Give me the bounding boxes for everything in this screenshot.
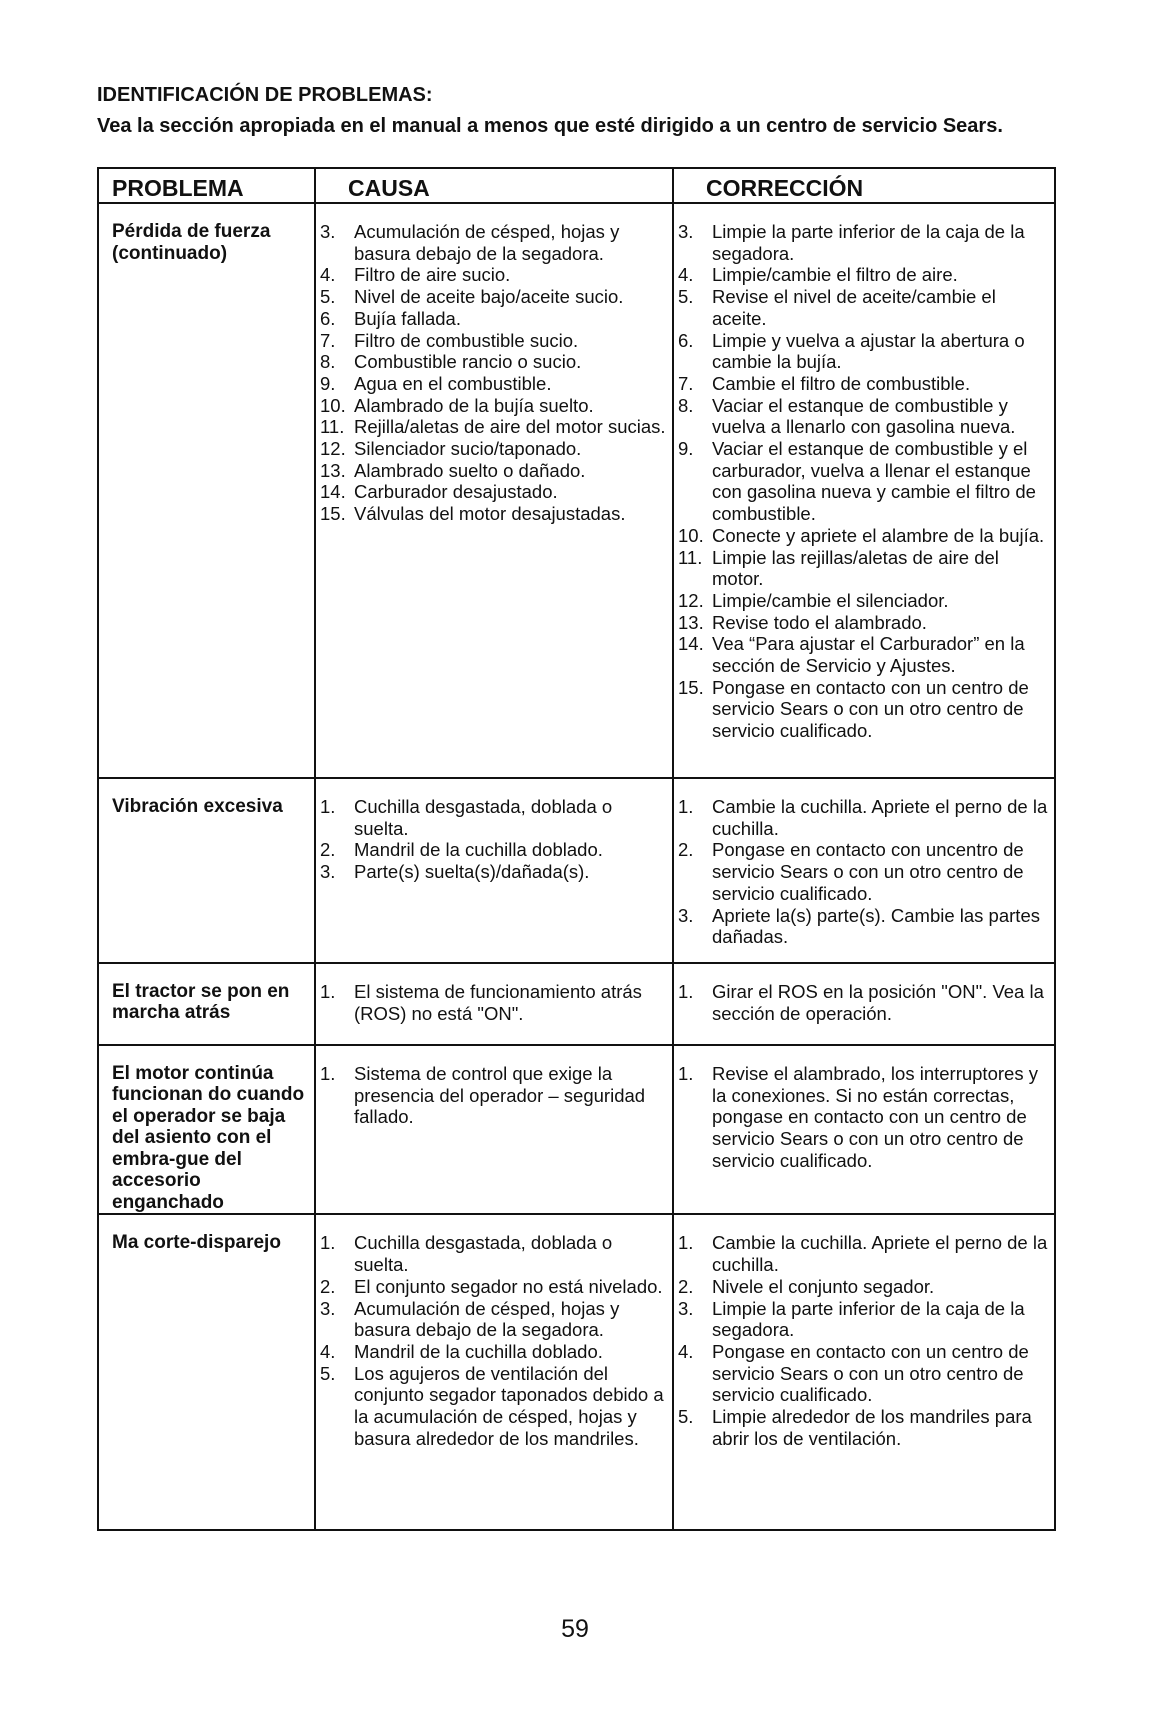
- correction-item: [678, 1232, 1052, 1275]
- cause-item: [320, 221, 670, 264]
- table-row: [98, 778, 1055, 963]
- cause-item: [320, 416, 670, 438]
- correction-text: Vaciar el estanque de combustible y el carburador, vuelva a llenar el estanque con gasolina nueva y cambie el filtro de combustible.: [712, 438, 1036, 525]
- cause-text: Combustible rancio o sucio.: [354, 351, 582, 373]
- correction-text: Revise el alambrado, los interruptores y la conexiones. Si no están correctas, pongase en contacto con un centro de servicio Sears o con un otro centro de servicio cualificado.: [712, 1062, 1038, 1171]
- cause-text: Válvulas del motor desajustadas.: [354, 503, 626, 525]
- cause-text: Agua en el combustible.: [354, 372, 552, 394]
- cause-number: 12.: [320, 438, 346, 460]
- correction-cell: [673, 778, 1055, 963]
- cause-text: Mandril de la cuchilla doblado.: [354, 1340, 603, 1362]
- cause-number: 5.: [320, 1362, 336, 1384]
- correction-item: [678, 264, 1052, 286]
- correction-text: Vaciar el estanque de combustible y vuelva a llenarlo con gasolina nueva.: [712, 394, 1016, 438]
- cause-text: Mandril de la cuchilla doblado.: [354, 839, 603, 861]
- correction-item: [678, 525, 1052, 547]
- cause-text: Alambrado de la bujía suelto.: [354, 394, 594, 416]
- correction-text: Girar el ROS en la posición "ON". Vea la sección de operación.: [712, 980, 1044, 1024]
- cause-text: Acumulación de césped, hojas y basura debajo de la segadora.: [354, 221, 620, 264]
- column-header-correccion: CORRECCIÓN: [673, 168, 1055, 203]
- column-header-problema: PROBLEMA: [98, 168, 315, 203]
- correction-item: [678, 438, 1052, 525]
- problem-cell: El tractor se pon en marcha atrás: [98, 963, 315, 1045]
- correction-number: 14.: [678, 633, 704, 655]
- cause-cell: [315, 203, 673, 778]
- correction-text: Cambie la cuchilla. Apriete el perno de la cuchilla.: [712, 796, 1048, 839]
- cause-item: [320, 460, 670, 482]
- correction-number: 5.: [678, 286, 694, 308]
- cause-number: 15.: [320, 503, 346, 525]
- correction-number: 7.: [678, 372, 694, 394]
- page-number: 59: [561, 1615, 589, 1643]
- correction-text: Conecte y apriete el alambre de la bujía.: [712, 524, 1045, 546]
- correction-item: [678, 677, 1052, 742]
- correction-number: 9.: [678, 438, 694, 460]
- correction-number: 6.: [678, 329, 694, 351]
- cause-item: [320, 438, 670, 460]
- problem-cell: Ma corte-disparejo: [98, 1214, 315, 1530]
- cause-cell: [315, 963, 673, 1045]
- cause-text: El conjunto segador no está nivelado.: [354, 1275, 663, 1297]
- correction-number: 11.: [678, 546, 703, 568]
- cause-item: [320, 981, 670, 1024]
- correction-item: [678, 796, 1052, 839]
- correction-number: 3.: [678, 904, 694, 926]
- cause-item: [320, 308, 670, 330]
- correction-item: [678, 1063, 1052, 1172]
- cause-number: 2.: [320, 839, 336, 861]
- cause-text: Cuchilla desgastada, doblada o suelta.: [354, 796, 613, 839]
- table-row: [98, 963, 1055, 1045]
- cause-text: Acumulación de césped, hojas y basura debajo de la segadora.: [354, 1297, 620, 1341]
- cause-text: Sistema de control que exige la presencia del operador – seguridad fallado.: [354, 1062, 646, 1128]
- correction-number: 1.: [678, 1232, 694, 1254]
- cause-number: 1.: [320, 980, 336, 1002]
- cause-number: 9.: [320, 372, 336, 394]
- correction-number: 1.: [678, 980, 694, 1002]
- table-body: [98, 203, 1055, 1530]
- cause-item: [320, 1341, 670, 1363]
- problem-cell: Pérdida de fuerza (continuado): [98, 203, 315, 778]
- cause-number: 5.: [320, 286, 336, 308]
- table-row: [98, 1045, 1055, 1215]
- correction-item: [678, 221, 1052, 264]
- cause-number: 7.: [320, 329, 336, 351]
- cause-item: [320, 861, 670, 883]
- cause-text: Carburador desajustado.: [354, 481, 558, 503]
- correction-cell: [673, 1045, 1055, 1215]
- correction-number: 15.: [678, 676, 704, 698]
- table-header-row: [98, 168, 1055, 203]
- correction-text: Cambie la cuchilla. Apriete el perno de la cuchilla.: [712, 1232, 1048, 1276]
- correction-item: [678, 633, 1052, 676]
- section-heading: IDENTIFICACIÓN DE PROBLEMAS:: [97, 84, 433, 106]
- cause-number: 1.: [320, 796, 336, 817]
- correction-text: Limpie/cambie el silenciador.: [712, 589, 949, 611]
- correction-item: [678, 1341, 1052, 1406]
- correction-text: Limpie la parte inferior de la caja de la segadora.: [712, 221, 1025, 264]
- correction-number: 2.: [678, 839, 694, 861]
- correction-number: 4.: [678, 264, 694, 286]
- correction-text: Apriete la(s) parte(s). Cambie las partes dañadas.: [712, 904, 1040, 948]
- cause-item: [320, 395, 670, 417]
- cause-text: Parte(s) suelta(s)/dañada(s).: [354, 861, 590, 883]
- troubleshooting-table: [97, 167, 1056, 1531]
- cause-number: 8.: [320, 351, 336, 373]
- correction-text: Pongase en contacto con un centro de servicio Sears o con un otro centro de servicio cualificado.: [712, 676, 1029, 742]
- cause-number: 3.: [320, 221, 336, 242]
- correction-item: [678, 1276, 1052, 1298]
- cause-item: [320, 1363, 670, 1450]
- correction-item: [678, 905, 1052, 948]
- correction-number: 13.: [678, 611, 704, 633]
- cause-number: 3.: [320, 1297, 336, 1319]
- cause-item: [320, 351, 670, 373]
- cause-text: El sistema de funcionamiento atrás (ROS) no está "ON".: [354, 980, 642, 1024]
- cause-number: 6.: [320, 307, 336, 329]
- cause-item: [320, 264, 670, 286]
- correction-number: 1.: [678, 796, 694, 817]
- cause-text: Filtro de combustible sucio.: [354, 329, 579, 351]
- correction-item: [678, 612, 1052, 634]
- correction-item: [678, 395, 1052, 438]
- cause-item: [320, 796, 670, 839]
- cause-number: 10.: [320, 394, 346, 416]
- problem-cell: El motor continúa funcionan do cuando el operador se baja del asiento con el embra-gue del accesorio enganchado: [98, 1045, 315, 1215]
- cause-number: 3.: [320, 861, 336, 883]
- cause-number: 1.: [320, 1062, 336, 1084]
- cause-cell: [315, 1214, 673, 1530]
- cause-number: 4.: [320, 1340, 336, 1362]
- correction-number: 5.: [678, 1406, 694, 1428]
- correction-text: Revise todo el alambrado.: [712, 611, 927, 633]
- correction-item: [678, 286, 1052, 329]
- cause-text: Rejilla/aletas de aire del motor sucias.: [354, 416, 666, 438]
- correction-number: 3.: [678, 221, 694, 242]
- cause-item: [320, 1276, 670, 1298]
- correction-text: Limpie las rejillas/aletas de aire del motor.: [712, 546, 999, 590]
- cause-text: Alambrado suelto o dañado.: [354, 459, 586, 481]
- correction-number: 3.: [678, 1297, 694, 1319]
- correction-item: [678, 981, 1052, 1024]
- correction-number: 12.: [678, 589, 704, 611]
- cause-text: Filtro de aire sucio.: [354, 264, 511, 286]
- correction-item: [678, 373, 1052, 395]
- cause-item: [320, 839, 670, 861]
- cause-cell: [315, 778, 673, 963]
- cause-item: [320, 1298, 670, 1341]
- correction-text: Limpie la parte inferior de la caja de la segadora.: [712, 1297, 1025, 1341]
- correction-number: 10.: [678, 524, 704, 546]
- correction-item: [678, 1406, 1052, 1449]
- correction-item: [678, 1298, 1052, 1341]
- correction-number: 1.: [678, 1062, 694, 1084]
- cause-item: [320, 373, 670, 395]
- problem-cell: Vibración excesiva: [98, 778, 315, 963]
- correction-text: Revise el nivel de aceite/cambie el aceite.: [712, 286, 996, 329]
- cause-text: Nivel de aceite bajo/aceite sucio.: [354, 286, 624, 308]
- correction-item: [678, 330, 1052, 373]
- cause-item: [320, 1063, 670, 1128]
- correction-text: Nivele el conjunto segador.: [712, 1275, 935, 1297]
- cause-item: [320, 330, 670, 352]
- correction-number: 4.: [678, 1340, 694, 1362]
- column-header-causa: CAUSA: [315, 168, 673, 203]
- correction-number: 8.: [678, 394, 694, 416]
- table-row: [98, 203, 1055, 778]
- correction-text: Cambie el filtro de combustible.: [712, 372, 971, 394]
- cause-cell: [315, 1045, 673, 1215]
- cause-number: 14.: [320, 481, 346, 503]
- cause-text: Los agujeros de ventilación del conjunto segador taponados debido a la acumulación de césped, hojas y basura alrededor de los mandriles.: [354, 1362, 664, 1449]
- correction-cell: [673, 1214, 1055, 1530]
- correction-item: [678, 547, 1052, 590]
- correction-item: [678, 839, 1052, 904]
- correction-cell: [673, 963, 1055, 1045]
- cause-number: 2.: [320, 1275, 336, 1297]
- cause-item: [320, 503, 670, 525]
- cause-item: [320, 1232, 670, 1275]
- cause-number: 1.: [320, 1232, 336, 1254]
- cause-text: Bujía fallada.: [354, 307, 461, 329]
- cause-number: 4.: [320, 264, 336, 286]
- correction-text: Pongase en contacto con un centro de servicio Sears o con un otro centro de servicio cualificado.: [712, 1340, 1029, 1406]
- cause-number: 11.: [320, 416, 345, 438]
- correction-text: Pongase en contacto con uncentro de servicio Sears o con un otro centro de servicio cualificado.: [712, 839, 1024, 904]
- correction-text: Limpie alrededor de los mandriles para abrir los de ventilación.: [712, 1406, 1032, 1449]
- correction-item: [678, 590, 1052, 612]
- table-row: [98, 1214, 1055, 1530]
- correction-text: Limpie/cambie el filtro de aire.: [712, 264, 958, 286]
- cause-text: Silenciador sucio/taponado.: [354, 438, 582, 460]
- correction-text: Limpie y vuelva a ajustar la abertura o cambie la bujía.: [712, 329, 1025, 373]
- intro-text: Vea la sección apropiada en el manual a menos que esté dirigido a un centro de servicio Sears.: [97, 115, 1003, 137]
- cause-number: 13.: [320, 459, 346, 481]
- correction-text: Vea “Para ajustar el Carburador” en la sección de Servicio y Ajustes.: [712, 633, 1025, 677]
- correction-cell: [673, 203, 1055, 778]
- correction-number: 2.: [678, 1275, 694, 1297]
- cause-item: [320, 286, 670, 308]
- cause-item: [320, 481, 670, 503]
- cause-text: Cuchilla desgastada, doblada o suelta.: [354, 1232, 613, 1276]
